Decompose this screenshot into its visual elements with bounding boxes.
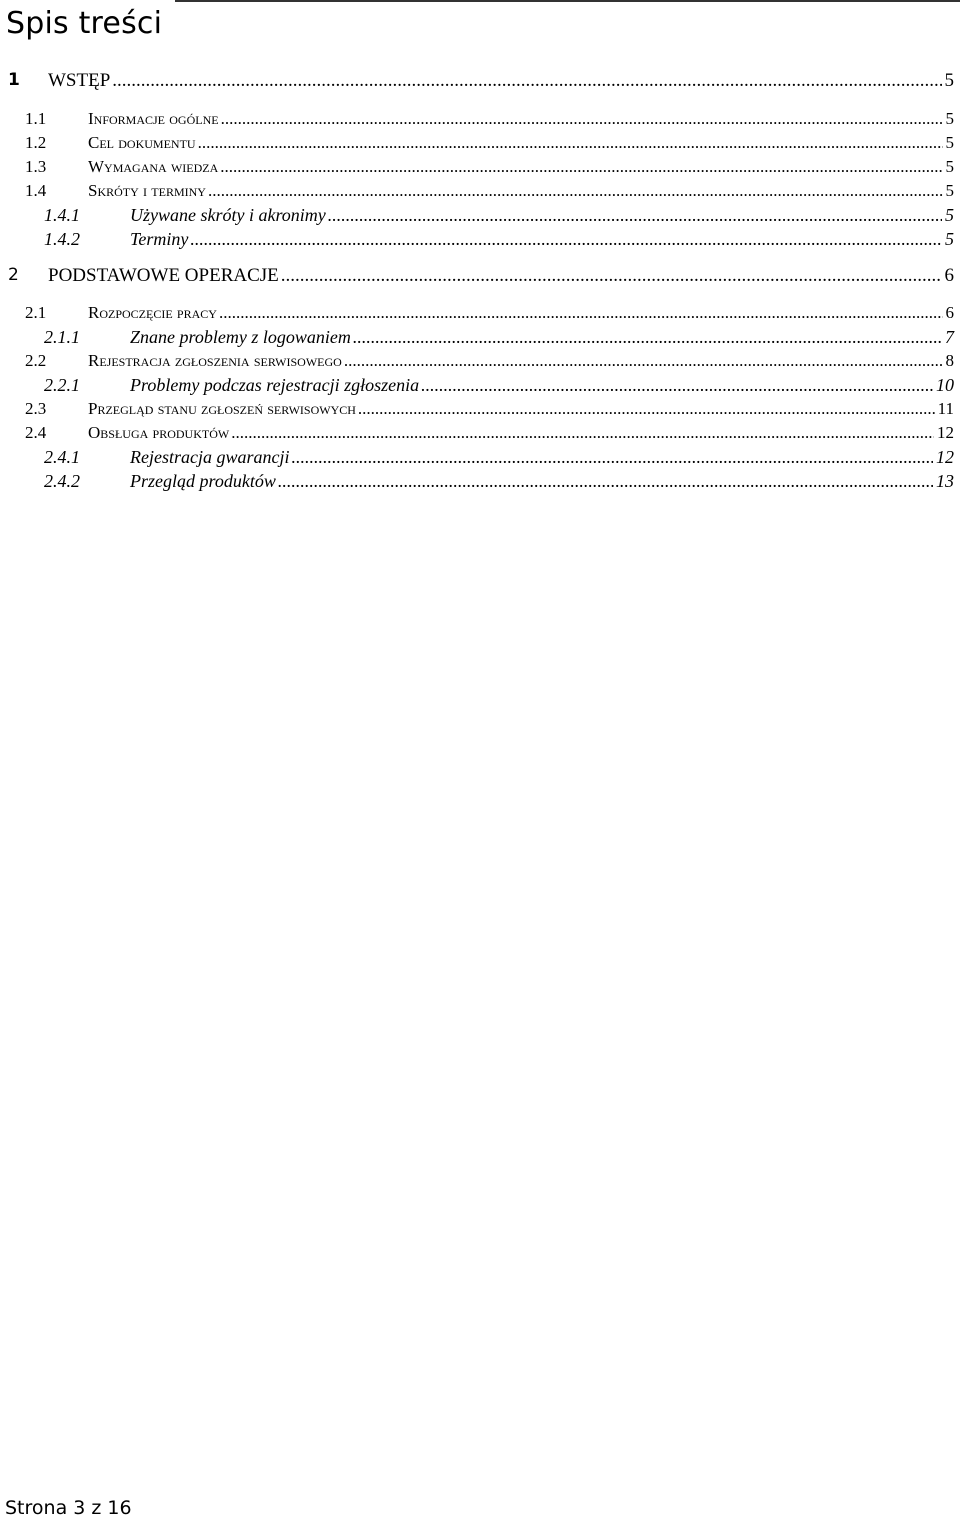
toc-leader-dots bbox=[358, 399, 935, 419]
toc-leader-dots bbox=[421, 375, 933, 396]
toc-entry-number: 1.4 bbox=[25, 181, 47, 200]
toc-entry-label: Skróty i terminy bbox=[88, 181, 206, 200]
toc-entry[interactable] bbox=[0, 265, 960, 291]
toc-entry[interactable] bbox=[0, 351, 960, 375]
toc-entry-number: 1.1 bbox=[25, 109, 47, 128]
toc-leader-dots bbox=[231, 423, 934, 443]
toc-entry-page: 5 bbox=[945, 229, 954, 249]
toc-entry-page: 5 bbox=[945, 205, 954, 225]
toc-entry[interactable] bbox=[0, 423, 960, 447]
toc-entry-number: 1.4.1 bbox=[44, 205, 80, 225]
toc-entry-page: 5 bbox=[945, 181, 954, 200]
toc-entry[interactable] bbox=[0, 375, 960, 399]
toc-entry-label: Rejestracja zgłoszenia serwisowego bbox=[88, 351, 342, 370]
toc-entry-number: 2.1.1 bbox=[44, 327, 80, 347]
toc-entry-label: PODSTAWOWE OPERACJE bbox=[48, 265, 279, 286]
toc-entry-label: Problemy podczas rejestracji zgłoszenia bbox=[130, 375, 420, 395]
toc-entry-number: 2.4.2 bbox=[44, 471, 80, 491]
toc-leader-dots bbox=[198, 133, 943, 153]
page-number-footer: Strona 3 z 16 bbox=[5, 1497, 132, 1519]
toc-leader-dots bbox=[328, 205, 942, 226]
toc-entry-page: 13 bbox=[936, 471, 954, 491]
toc-entry-number: 2.2.1 bbox=[44, 375, 80, 395]
toc-leader-dots bbox=[190, 229, 942, 250]
toc-entry-page: 6 bbox=[944, 265, 954, 286]
toc-entry-page: 5 bbox=[944, 70, 954, 91]
toc-entry[interactable] bbox=[0, 303, 960, 327]
toc-entry-page: 6 bbox=[945, 303, 954, 322]
toc-entry-number: 2.2 bbox=[25, 351, 47, 370]
toc-entry[interactable] bbox=[0, 399, 960, 423]
toc-entry-page: 5 bbox=[945, 109, 954, 128]
toc-entry-page: 11 bbox=[937, 399, 954, 418]
toc-entry-label: Cel dokumentu bbox=[88, 133, 196, 152]
toc-entry-label: Obsługa produktów bbox=[88, 423, 230, 442]
toc-entry-label: WSTĘP bbox=[48, 70, 111, 91]
toc-entry-label: Rozpoczęcie pracy bbox=[88, 303, 217, 322]
page-title: Spis treści bbox=[6, 6, 163, 41]
toc-entry-number: 2.1 bbox=[25, 303, 47, 322]
toc-entry-page: 7 bbox=[945, 327, 954, 347]
toc-leader-dots bbox=[220, 157, 942, 177]
toc-entry-number: 2.3 bbox=[25, 399, 47, 418]
toc-entry-number: 1.3 bbox=[25, 157, 47, 176]
toc-leader-dots bbox=[219, 303, 943, 323]
toc-entry[interactable] bbox=[0, 205, 960, 229]
toc-entry[interactable] bbox=[0, 133, 960, 157]
toc-entry[interactable] bbox=[0, 157, 960, 181]
toc-entry-page: 12 bbox=[936, 447, 954, 467]
toc-entry-number: 1 bbox=[8, 70, 20, 90]
toc-leader-dots bbox=[208, 181, 943, 201]
toc-entry-number: 1.2 bbox=[25, 133, 47, 152]
toc-entry-page: 5 bbox=[945, 133, 954, 152]
toc-entry-label: Przegląd produktów bbox=[130, 471, 276, 491]
toc-entry-label: Informacje ogólne bbox=[88, 109, 219, 128]
toc-entry-page: 5 bbox=[945, 157, 954, 176]
toc-entry-label: Wymagana wiedza bbox=[88, 157, 219, 176]
toc-entry-label: Znane problemy z logowaniem bbox=[130, 327, 351, 347]
toc-leader-dots bbox=[281, 265, 942, 287]
toc-leader-dots bbox=[344, 351, 943, 371]
toc-entry-label: Używane skróty i akronimy bbox=[130, 205, 326, 225]
toc-entry-label: Rejestracja gwarancji bbox=[130, 447, 290, 467]
toc-leader-dots bbox=[221, 109, 943, 129]
toc-entry[interactable] bbox=[0, 471, 960, 495]
toc-entry[interactable] bbox=[0, 70, 960, 96]
toc-entry-page: 8 bbox=[945, 351, 954, 370]
toc-entry[interactable] bbox=[0, 327, 960, 351]
toc-leader-dots bbox=[291, 447, 933, 468]
toc-entry-label: Przegląd stanu zgłoszeń serwisowych bbox=[88, 399, 356, 418]
toc-entry[interactable] bbox=[0, 229, 960, 253]
toc-leader-dots bbox=[278, 471, 933, 492]
toc-entry[interactable] bbox=[0, 181, 960, 205]
toc-entry-label: Terminy bbox=[130, 229, 189, 249]
toc-entry-number: 2.4 bbox=[25, 423, 47, 442]
toc-entry-number: 2 bbox=[8, 265, 19, 285]
toc-entry[interactable] bbox=[0, 447, 960, 471]
toc-leader-dots bbox=[353, 327, 942, 348]
toc-leader-dots bbox=[112, 70, 941, 92]
toc-entry-page: 12 bbox=[937, 423, 954, 442]
toc-entry-number: 2.4.1 bbox=[44, 447, 80, 467]
toc-entry[interactable] bbox=[0, 109, 960, 133]
toc-entry-number: 1.4.2 bbox=[44, 229, 80, 249]
toc-entry-page: 10 bbox=[936, 375, 954, 395]
header-rule bbox=[175, 0, 960, 2]
